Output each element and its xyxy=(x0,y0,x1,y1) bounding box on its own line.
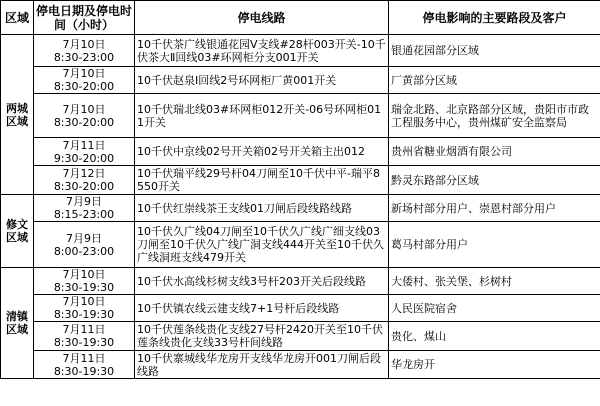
hours-text: 9:30-20:00 xyxy=(53,151,115,165)
date-text: 7月9日 xyxy=(66,231,102,245)
hours-text: 8:30-23:00 xyxy=(53,50,115,64)
line-cell: 10千伏瑞北线03#环网柜012开关-06号环网柜011开关 xyxy=(135,94,389,138)
table-row xyxy=(1,67,600,94)
time-cell xyxy=(34,322,135,351)
table-row xyxy=(1,195,600,222)
line-cell: 10千伏莲条线贵化支线27号杆2420开关至10千伏莲条线贵化支线33号杆间线路 xyxy=(135,322,389,351)
time-cell xyxy=(34,268,135,295)
table-row xyxy=(1,322,600,351)
line-cell: 10千伏水高线杉树支线3号杆203开关后段线路 xyxy=(135,268,389,295)
table-row xyxy=(1,94,600,138)
line-cell: 10千伏茶广线银通花园V支线#28杆003开关-10千伏茶大Ⅱ回线03#环网柜分支001开关 xyxy=(135,35,389,67)
hours-text: 8:30-20:00 xyxy=(53,115,115,129)
area-cell: 新场村部分用户、崇恩村部分用户 xyxy=(389,195,600,222)
line-cell: 10千伏寨城线华龙房开支线华龙房开001刀闸后段线路 xyxy=(135,351,389,379)
region-cell: 清镇区域 xyxy=(1,268,34,379)
table-row xyxy=(1,295,600,322)
date-text: 7月11日 xyxy=(62,351,106,365)
time-cell xyxy=(34,35,135,67)
hours-text: 8:00-23:00 xyxy=(53,244,115,258)
line-cell: 10千伏赵泉Ⅰ回线2号环网柜厂黄001开关 xyxy=(135,67,389,94)
area-cell: 贵化、煤山 xyxy=(389,322,600,351)
date-text: 7月9日 xyxy=(66,195,102,208)
time-cell xyxy=(34,351,135,379)
time-cell xyxy=(34,138,135,166)
line-cell: 10千伏瑞平线29号杆04刀闸至10千伏中平-瑞平8550开关 xyxy=(135,166,389,195)
header-line: 停电线路 xyxy=(135,1,389,35)
table-row xyxy=(1,222,600,268)
time-cell xyxy=(34,67,135,94)
hours-text: 8:30-19:30 xyxy=(53,364,115,378)
hours-text: 8:30-20:00 xyxy=(53,80,115,93)
date-text: 7月11日 xyxy=(62,323,106,336)
table-row xyxy=(1,268,600,295)
area-cell: 葛马村部分用户 xyxy=(389,222,600,268)
date-text: 7月10日 xyxy=(62,268,106,281)
area-cell: 贵州省糖业烟酒有限公司 xyxy=(389,138,600,166)
time-cell xyxy=(34,94,135,138)
region-cell: 修文区域 xyxy=(1,195,34,268)
area-cell: 厂黄部分区域 xyxy=(389,67,600,94)
time-cell xyxy=(34,195,135,222)
area-cell: 银通花园部分区域 xyxy=(389,35,600,67)
hours-text: 8:30-19:30 xyxy=(53,281,115,294)
area-cell: 华龙房开 xyxy=(389,351,600,379)
date-text: 7月10日 xyxy=(62,37,106,51)
date-text: 7月10日 xyxy=(62,102,106,116)
time-cell xyxy=(34,222,135,268)
line-cell: 10千伏久广线04刀闸至10千伏久广线广细支线03刀闸至10千伏久广线广洞支线444开关至10千伏久广线洞班支线479开关 xyxy=(135,222,389,268)
line-cell: 10千伏红崇线茶王支线01刀闸后段线路线路 xyxy=(135,195,389,222)
hours-text: 8:30-19:30 xyxy=(53,308,115,321)
header-region: 区域 xyxy=(1,1,34,35)
area-cell: 人民医院宿舍 xyxy=(389,295,600,322)
date-text: 7月10日 xyxy=(62,295,106,308)
area-cell: 瑞金北路、北京路部分区域，贵阳市市政工程服务中心，贵州煤矿安全监察局 xyxy=(389,94,600,138)
area-cell: 黔灵东路部分区域 xyxy=(389,166,600,195)
time-cell xyxy=(34,166,135,195)
hours-text: 8:15-23:00 xyxy=(53,208,115,221)
line-cell: 10千伏镇农线云建支线7+1号杆后段线路 xyxy=(135,295,389,322)
header-area: 停电影响的主要路段及客户 xyxy=(389,1,600,35)
hours-text: 8:30-20:00 xyxy=(53,180,115,193)
table-row xyxy=(1,166,600,195)
date-text: 7月10日 xyxy=(62,67,106,80)
area-cell: 大倭村、张关堡、杉树村 xyxy=(389,268,600,295)
date-text: 7月12日 xyxy=(62,167,106,180)
table-row xyxy=(1,351,600,379)
time-cell xyxy=(34,295,135,322)
date-text: 7月11日 xyxy=(62,138,106,152)
region-cell: 两城区域 xyxy=(1,35,34,195)
hours-text: 8:30-19:30 xyxy=(53,336,115,349)
header-time: 停电日期及停电时间（小时） xyxy=(34,1,135,35)
line-cell: 10千伏中京线02号开关箱02号开关箱主出012 xyxy=(135,138,389,166)
table-row xyxy=(1,35,600,67)
table-header-row xyxy=(1,1,600,35)
table-row xyxy=(1,138,600,166)
